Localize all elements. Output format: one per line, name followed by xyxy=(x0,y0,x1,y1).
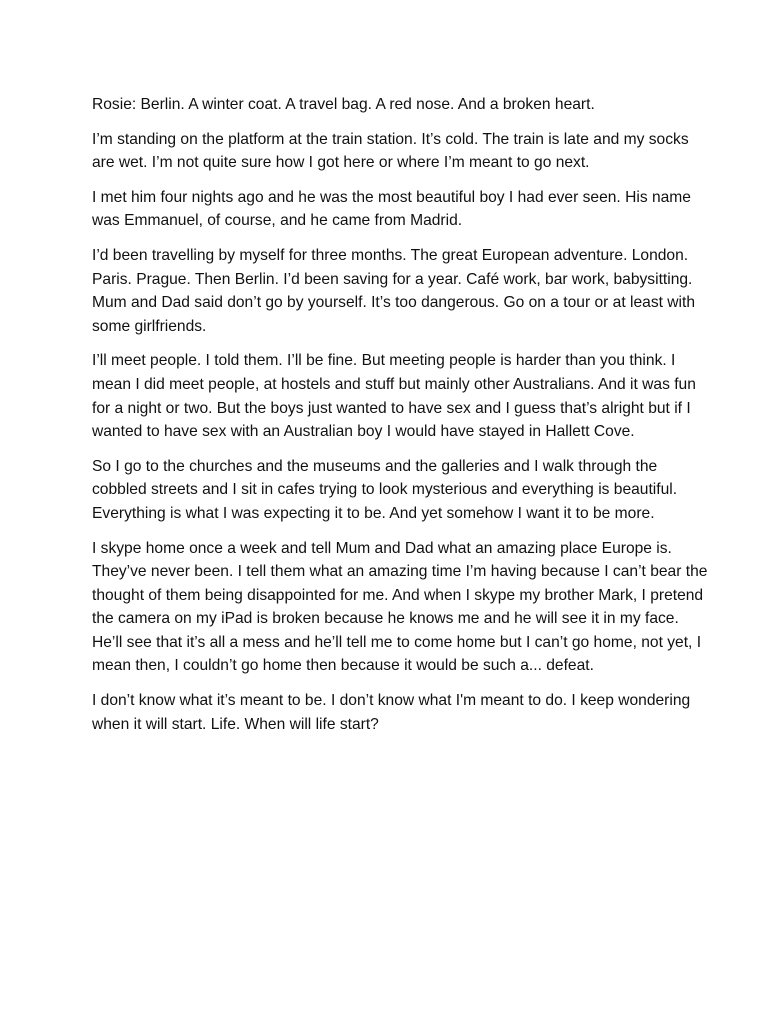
paragraph-8: I don’t know what it’s meant to be. I don’t know what I'm meant to do. I keep wondering when it will start. Life. When will life start? xyxy=(92,692,691,733)
document-body xyxy=(92,93,712,747)
paragraph-4: I’d been travelling by myself for three months. The great European adventure. London. Paris. Prague. Then Berlin. I’d been saving for a year. Café work, bar work, babysitting. Mum and Dad said don’t go by yourself. It’s too dangerous. Go on a tour or at least with some girlfriends. xyxy=(92,246,696,335)
paragraph-6: So I go to the churches and the museums and the galleries and I walk through the cobbled streets and I sit in cafes trying to look mysterious and everything is beautiful. Everything is what I was expecting it to be. And yet somehow I want it to be more. xyxy=(92,457,678,522)
paragraph-3: I met him four nights ago and he was the most beautiful boy I had ever seen. His name was Emmanuel, of course, and he came from Madrid. xyxy=(92,188,691,230)
paragraph-7: I skype home once a week and tell Mum and Dad what an amazing place Europe is. They’ve never been. I tell them what an amazing time I’m having because I can’t bear the thought of them being disappointed for me. And when I skype my brother Mark, I pretend the camera on my iPad is broken because he knows me and he will see it in my face. He’ll see that it’s all a mess and he’ll tell me to come home but I can’t go home, not yet, I mean then, I couldn’t go home then because it would be such a... defeat. xyxy=(92,539,708,675)
paragraph-2: I’m standing on the platform at the train station. It’s cold. The train is late and my socks are wet. I’m not quite sure how I got here or where I’m meant to go next. xyxy=(92,130,689,172)
paragraph-1: Rosie: Berlin. A winter coat. A travel bag. A red nose. And a broken heart. xyxy=(92,96,595,113)
paragraph-5: I’ll meet people. I told them. I’ll be fine. But meeting people is harder than you think. I mean I did meet people, at hostels and stuff but mainly other Australians. And it was fun for a night or two. But the boys just wanted to have sex and I guess that’s alright but if I wanted to have sex with an Australian boy I would have stayed in Hallett Cove. xyxy=(92,352,696,441)
